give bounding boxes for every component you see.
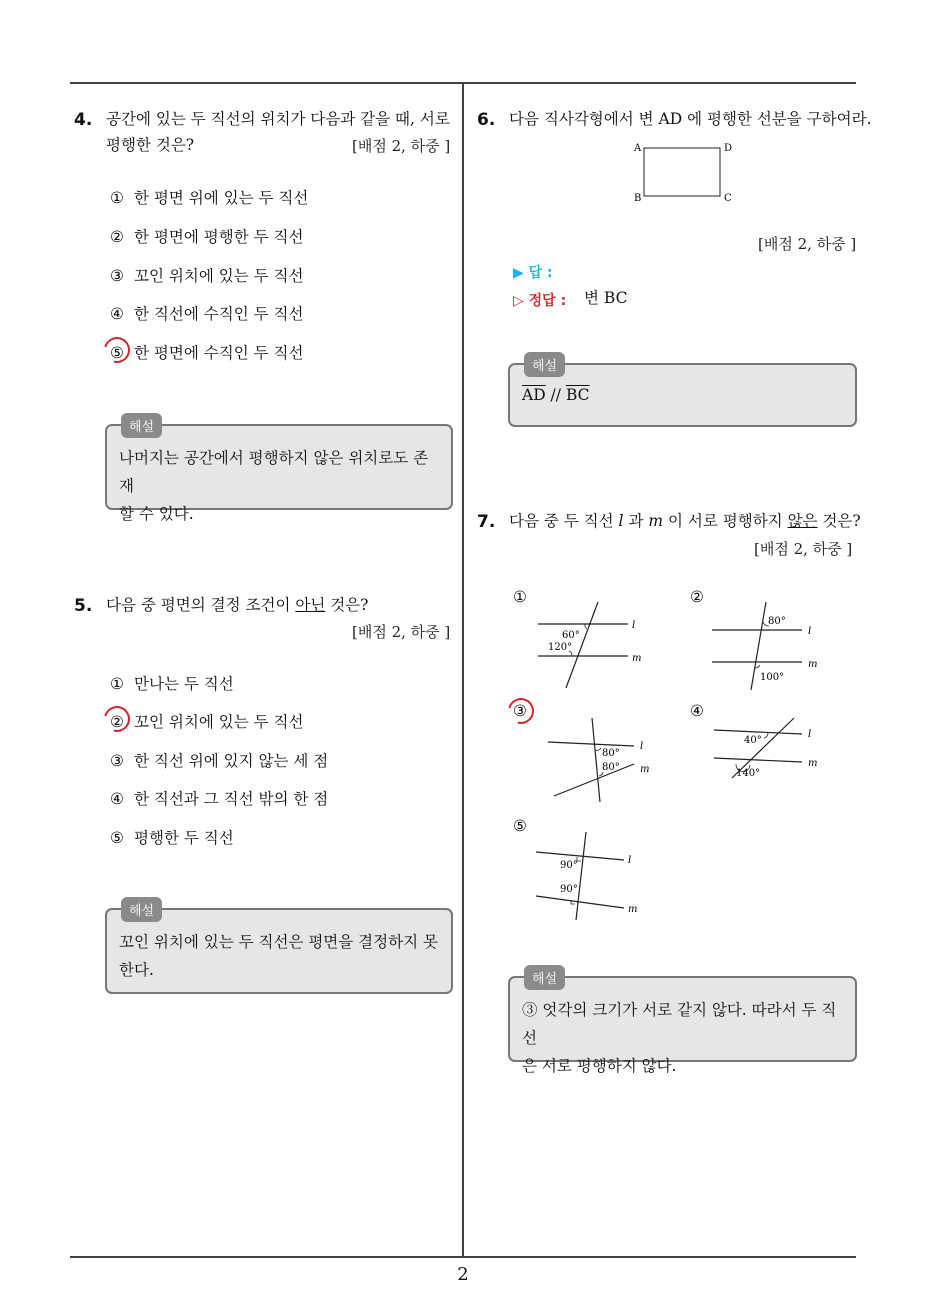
figure-5 <box>530 828 650 924</box>
label-l: l <box>628 855 632 866</box>
choice-number: ③ <box>110 267 124 285</box>
angle-label: 80° <box>768 616 786 627</box>
text-segment: 다음 중 평면의 결정 조건이 <box>106 596 296 614</box>
choice-number: ① <box>110 189 124 207</box>
transversal <box>592 718 600 802</box>
solution-tag: 해설 <box>121 413 162 438</box>
transversal <box>576 832 586 920</box>
solution-text <box>522 996 843 1080</box>
choice-number: ② <box>110 228 124 246</box>
vertex-label-a: A <box>634 143 642 154</box>
line-m <box>714 758 802 762</box>
question-text: 평행한 것은? <box>106 136 195 154</box>
line-l <box>536 852 624 860</box>
correct-answer-value: 변 BC <box>584 289 628 307</box>
angle-label: 90° <box>560 884 578 895</box>
question-text <box>509 508 861 534</box>
angle-arc <box>595 748 601 750</box>
choice-text: 한 직선 위에 있지 않는 세 점 <box>134 752 329 770</box>
choice-text: 한 직선에 수직인 두 직선 <box>134 305 304 323</box>
figure-4 <box>708 712 832 792</box>
angle-label: 140° <box>736 768 761 779</box>
choice-4[interactable] <box>110 302 303 324</box>
choice-number: ④ <box>110 790 124 808</box>
solution-tag: 해설 <box>121 897 162 922</box>
vertex-label-c: C <box>724 193 732 204</box>
choice-number: ② <box>110 713 124 731</box>
text-segment: 이 서로 평행하지 <box>663 512 788 530</box>
column-divider <box>462 84 464 1258</box>
parallel-symbol: // <box>545 386 566 404</box>
solution-line: ③ 엇각의 크기가 서로 같지 않다. 따라서 두 직선 <box>522 1001 837 1047</box>
choice-3[interactable] <box>110 264 303 286</box>
variable-m: m <box>648 512 664 530</box>
underlined-word: 아닌 <box>295 596 326 614</box>
solution-box <box>105 904 453 994</box>
choice-text: 한 평면 위에 있는 두 직선 <box>134 189 309 207</box>
angle-label: 90° <box>560 860 578 871</box>
choice-1[interactable] <box>110 672 234 694</box>
correct-answer-label: ▷ 정답 : <box>513 293 567 309</box>
solution-tag: 해설 <box>524 352 565 377</box>
text-segment: 것은? <box>817 512 861 530</box>
vertex-label-b: B <box>634 193 642 204</box>
angle-label: 80° <box>602 748 620 759</box>
label-m: m <box>628 904 638 915</box>
label-l: l <box>808 729 812 740</box>
underlined-word: 않은 <box>787 512 818 530</box>
choice-text: 한 평면에 수직인 두 직선 <box>134 344 304 362</box>
line-m <box>536 896 624 908</box>
angle-arc <box>764 733 768 738</box>
segment-bc: $\overline{BC}$ <box>565 386 590 404</box>
choice-text: 만나는 두 직선 <box>134 675 234 693</box>
text-segment: 과 <box>623 512 649 530</box>
answer-label: ▶ 답 : <box>513 265 553 281</box>
choice-number: ⑤ <box>110 344 124 362</box>
label-m: m <box>808 659 818 670</box>
choice-text: 꼬인 위치에 있는 두 직선 <box>134 713 304 731</box>
choice-number: ① <box>110 675 124 693</box>
choice-text: 꼬인 위치에 있는 두 직선 <box>134 267 304 285</box>
vertex-label-d: D <box>724 143 733 154</box>
score-meta: [배점 2, 하중 ] <box>758 235 857 253</box>
choice-5[interactable] <box>110 826 234 848</box>
rectangle-figure <box>626 138 746 208</box>
score-meta: [배점 2, 하중 ] <box>352 623 451 641</box>
choice-text: 한 평면에 평행한 두 직선 <box>134 228 304 246</box>
page-number: 2 <box>457 1264 469 1285</box>
choice-5[interactable] <box>110 341 303 363</box>
bottom-rule <box>70 1256 856 1258</box>
label-m: m <box>632 653 642 664</box>
variable-l: l <box>618 512 624 530</box>
figure-1 <box>530 598 650 698</box>
choice-4[interactable] <box>110 787 328 809</box>
label-m: m <box>640 764 650 775</box>
solution-box <box>508 359 857 427</box>
figure-number-5[interactable]: ⑤ <box>513 817 527 835</box>
rectangle-shape <box>644 148 720 196</box>
solution-text <box>119 444 439 528</box>
question-number: 6. <box>477 110 496 130</box>
solution-box <box>508 972 857 1075</box>
label-l: l <box>640 741 644 752</box>
choice-text: 평행한 두 직선 <box>134 829 234 847</box>
angle-arc <box>585 624 587 629</box>
choice-1[interactable] <box>110 186 308 208</box>
figure-3 <box>540 714 660 806</box>
question-text <box>106 592 368 618</box>
label-l: l <box>632 620 636 631</box>
angle-label: 100° <box>760 672 785 683</box>
choice-number: ③ <box>110 752 124 770</box>
line-l <box>548 742 634 746</box>
solution-box <box>105 420 453 523</box>
choice-3[interactable] <box>110 749 328 771</box>
question-number: 4. <box>74 110 93 130</box>
segment-ad: $\overline{AD}$ <box>522 386 546 404</box>
answer-circle-mark <box>503 693 539 729</box>
score-meta: [배점 2, 하중 ] <box>754 540 853 558</box>
choice-text: 한 직선과 그 직선 밖의 한 점 <box>134 790 329 808</box>
figure-number-3[interactable]: ③ <box>513 702 527 720</box>
angle-label: 120° <box>548 642 573 653</box>
figure-number-2[interactable]: ② <box>690 588 704 606</box>
choice-number: ④ <box>110 305 124 323</box>
solution-line: 한다. <box>119 961 154 979</box>
solution-line: 꼬인 위치에 있는 두 직선은 평면을 결정하지 못 <box>119 933 438 951</box>
figure-number-4[interactable]: ④ <box>690 702 704 720</box>
choice-2[interactable] <box>110 710 303 732</box>
solution-text <box>522 381 843 409</box>
label-l: l <box>808 626 812 637</box>
solution-text <box>119 928 439 984</box>
angle-label: 60° <box>562 630 580 641</box>
question-number: 5. <box>74 596 93 616</box>
line-m <box>554 764 634 796</box>
line-l <box>714 730 802 734</box>
figure-2 <box>706 598 836 698</box>
text-segment: 것은? <box>325 596 369 614</box>
choice-2[interactable] <box>110 225 303 247</box>
question-text: 공간에 있는 두 직선의 위치가 다음과 같을 때, 서로 <box>106 110 450 128</box>
solution-line: 할 수 있다. <box>119 505 194 523</box>
score-meta: [배점 2, 하중 ] <box>352 137 451 155</box>
figure-number-1[interactable]: ① <box>513 588 527 606</box>
question-number: 7. <box>477 512 496 532</box>
angle-label: 80° <box>602 762 620 773</box>
solution-line: 은 서로 평행하지 않다. <box>522 1057 677 1075</box>
choice-number: ⑤ <box>110 829 124 847</box>
text-segment: 다음 중 두 직선 <box>509 512 619 530</box>
solution-tag: 해설 <box>524 965 565 990</box>
solution-line: 나머지는 공간에서 평행하지 않은 위치로도 존재 <box>119 449 429 495</box>
question-text: 다음 직사각형에서 변 AD 에 평행한 선분을 구하여라. <box>509 110 872 128</box>
angle-label: 40° <box>744 735 762 746</box>
label-m: m <box>808 758 818 769</box>
